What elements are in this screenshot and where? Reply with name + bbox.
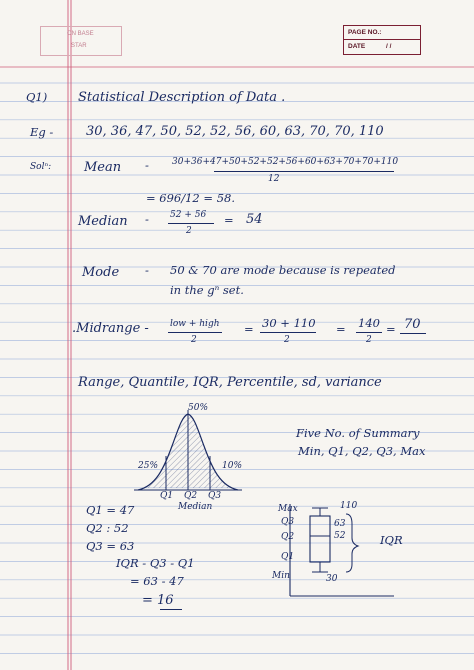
stamp-box [40,26,122,56]
curve-label-q1: Q1 [160,491,174,501]
quartile-q2: Q2 : 52 [86,521,129,535]
mode-text-line2: in the gⁿ set. [170,283,244,297]
median-denominator: 2 [186,226,192,236]
date-value: / / [386,43,392,50]
median-equals: = [224,213,234,227]
box-value-min: 30 [326,574,338,584]
midrange-f3-num: 140 [358,316,380,330]
question-number: Q1) [26,90,48,104]
midrange-f3-den: 2 [366,335,372,345]
curve-label-left: 25% [138,461,159,471]
box-label-max: Max [278,504,298,514]
mean-denominator: 12 [268,174,280,184]
example-values: 30, 36, 47, 50, 52, 52, 56, 60, 63, 70, 70, 110 [86,124,384,139]
iqr-line3: = 16 [142,593,174,608]
curve-label-q3: Q3 [208,491,222,501]
stamp-bottom-text: STAR [71,43,87,49]
normal-curve-sketch [128,400,248,500]
box-value-max: 110 [340,501,358,511]
box-label-q3: Q3 [281,517,295,527]
topics-line: Range, Quantile, IQR, Percentile, sd, variance [78,375,382,390]
quartile-q1: Q1 = 47 [86,503,135,517]
mean-label: Mean [84,160,122,175]
midrange-f2-den: 2 [284,335,290,345]
midrange-eq2: = [336,322,346,336]
date-label: DATE [348,43,366,50]
box-plot-sketch [284,500,424,600]
midrange-f1-num: low + high [170,319,220,329]
box-label-q1: Q1 [281,552,295,562]
box-value-q2: 52 [334,531,346,541]
box-value-q3: 63 [334,519,346,529]
midrange-eq3: = [386,322,396,336]
five-number-title: Five No. of Summary [296,426,420,440]
curve-label-median: Median [178,502,213,512]
midrange-eq1: = [244,322,254,336]
curve-label-q2: Q2 [184,491,198,501]
mean-numerator: 30+36+47+50+52+52+56+60+63+70+70+110 [172,157,399,167]
median-result: 54 [246,212,263,227]
mode-text-line1: 50 & 70 are mode because is repeated [170,263,396,277]
mean-dash: - [145,158,149,172]
stamp-top-text: ON BASE [67,31,94,37]
solution-label: Solⁿ: [30,162,52,172]
midrange-label: .Midrange - [72,321,149,336]
midrange-f1-den: 2 [191,335,197,345]
median-numerator: 52 + 56 [170,210,207,220]
five-number-items: Min, Q1, Q2, Q3, Max [298,444,426,458]
midrange-f2-num: 30 + 110 [262,316,316,330]
curve-label-right: 10% [222,461,243,471]
median-label: Median [78,214,128,229]
median-dash: - [145,212,149,226]
page-date-box [343,25,421,55]
mode-dash: - [145,263,149,277]
box-label-min: Min [272,571,290,581]
mode-label: Mode [82,265,120,280]
curve-label-top: 50% [188,403,209,413]
mean-result: = 696/12 = 58. [146,191,235,205]
example-label: Eg - [30,125,54,139]
question-title: Statistical Description of Data . [78,90,286,105]
quartile-q3: Q3 = 63 [86,539,135,553]
iqr-line2: = 63 - 47 [130,574,184,588]
iqr-line1: IQR - Q3 - Q1 [116,556,195,570]
box-label-q2: Q2 [281,532,295,542]
box-iqr-label: IQR [380,533,403,547]
midrange-result: 70 [404,317,421,332]
page-no-label: PAGE NO.: [348,29,382,36]
